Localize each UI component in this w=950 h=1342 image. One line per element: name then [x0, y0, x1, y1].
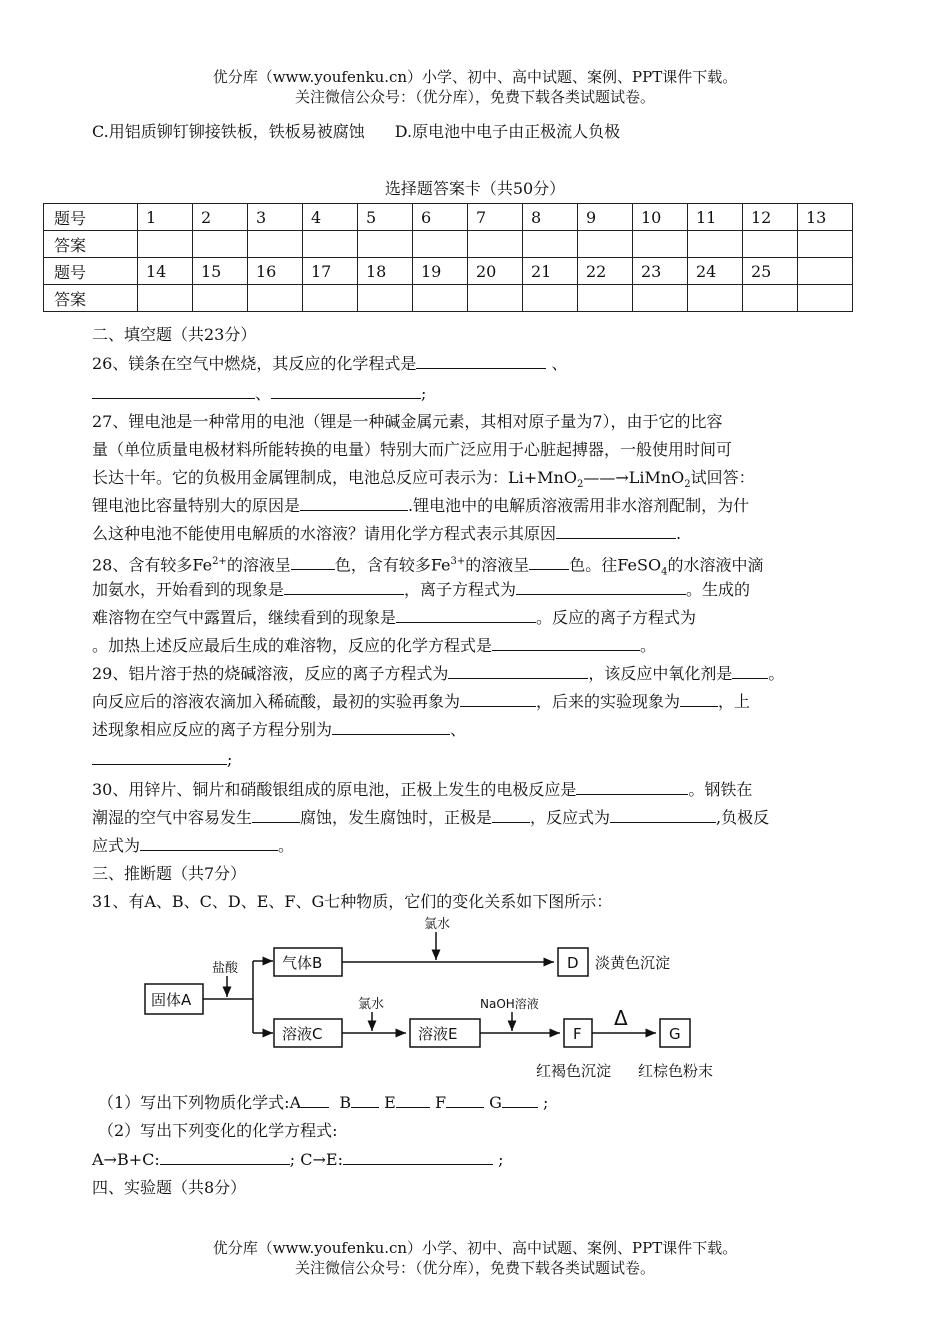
label-chlorine-water-top: 氯水: [424, 917, 451, 932]
q27-line4: 锂电池比容量特别大的原因是 .锂电池中的电解质溶液需用非水溶剂配制，为什: [92, 496, 750, 515]
cell-number: 16: [248, 258, 303, 285]
answer-cell[interactable]: [138, 231, 193, 258]
q27-line3: 长达十年。它的负极用金属锂制成，电池总反应可表示为：Li+MnO$_2$——→LiMnO$_2$试回答：: [92, 468, 755, 491]
label-d-description: 淡黄色沉淀: [595, 954, 671, 972]
header-line-2: 关注微信公众号：（优分库），免费下载各类试题试卷。: [294, 88, 655, 106]
answer-cell[interactable]: [743, 285, 798, 312]
blank[interactable]: [448, 662, 588, 679]
q31-part2: （2）写出下列变化的化学方程式:: [98, 1121, 338, 1140]
blank[interactable]: [460, 690, 536, 707]
blank[interactable]: [610, 806, 716, 823]
q29-line4: ;: [92, 746, 872, 774]
label-answer: 答案: [44, 231, 138, 258]
cell-number: 8: [523, 204, 578, 231]
answer-cell[interactable]: [248, 231, 303, 258]
cell-number: 2: [193, 204, 248, 231]
q29-line1: 29、铝片溶于热的烧碱溶液，反应的离子方程式为 ，该反应中氧化剂是 。: [92, 664, 785, 683]
blank[interactable]: [502, 1091, 538, 1108]
cell-number: 5: [358, 204, 413, 231]
footer-line-2: 关注微信公众号：（优分库），免费下载各类试题试卷。: [294, 1259, 655, 1277]
label-g-description: 红棕色粉末: [638, 1062, 714, 1080]
cell-number: 25: [743, 258, 798, 285]
blank[interactable]: [446, 1091, 484, 1108]
cell-number: 4: [303, 204, 358, 231]
cell-number: 17: [303, 258, 358, 285]
blank[interactable]: [252, 806, 300, 823]
blank[interactable]: [492, 634, 640, 651]
section-2-title: 二、填空题（共23分）: [92, 325, 257, 344]
blank[interactable]: [516, 578, 686, 595]
q31-part3: A→B+C: ; C→E: ;: [92, 1150, 504, 1169]
blank[interactable]: [416, 352, 546, 369]
answer-cell[interactable]: [413, 285, 468, 312]
q28-line2: 加氨水，开始看到的现象是 ，离子方程式为 。生成的: [92, 580, 751, 599]
blank[interactable]: [301, 1091, 329, 1108]
q26-line1: 26、镁条在空气中燃烧，其反应的化学程式是 、: [92, 354, 568, 373]
blank[interactable]: [300, 494, 408, 511]
answer-cell[interactable]: [303, 285, 358, 312]
cell-number: 13: [798, 204, 853, 231]
answer-cell[interactable]: [138, 285, 193, 312]
blank[interactable]: [271, 382, 421, 399]
label-f-description: 红褐色沉淀: [536, 1062, 612, 1080]
answer-cell[interactable]: [358, 285, 413, 312]
q30-line2: 潮湿的空气中容易发生 腐蚀，发生腐蚀时，正极是 ，反应式为 ,负极反: [92, 808, 770, 827]
cell-number: 10: [633, 204, 688, 231]
label-question-number: 题号: [44, 258, 138, 285]
blank[interactable]: [576, 778, 688, 795]
cell-number: 15: [193, 258, 248, 285]
table-row-answers-2: [44, 285, 853, 312]
answer-cell[interactable]: [578, 231, 633, 258]
blank[interactable]: [680, 690, 718, 707]
cell-number: 22: [578, 258, 633, 285]
q28-line3: 难溶物在空气中露置后，继续看到的现象是 。反应的离子方程式为: [92, 608, 697, 627]
cell-number: 9: [578, 204, 633, 231]
blank[interactable]: [529, 553, 569, 570]
blank[interactable]: [351, 1091, 379, 1108]
cell-number: 24: [688, 258, 743, 285]
answer-cell[interactable]: [193, 231, 248, 258]
label-d: D: [567, 954, 579, 972]
cell-number: 3: [248, 204, 303, 231]
label-answer: 答案: [44, 285, 138, 312]
cell-number: 20: [468, 258, 523, 285]
answer-cell[interactable]: [413, 231, 468, 258]
blank[interactable]: [732, 662, 768, 679]
cell-number: 6: [413, 204, 468, 231]
label-question-number: 题号: [44, 204, 138, 231]
answer-cell[interactable]: [468, 285, 523, 312]
q27-line2: 量（单位质量电极材料所能转换的电量）特别大而广泛应用于心脏起搏器，一般使用时间可: [92, 440, 733, 459]
section-4-title: 四、实验题（共8分）: [92, 1178, 247, 1197]
cell-number: 19: [413, 258, 468, 285]
blank[interactable]: [396, 606, 536, 623]
label-naoh: NaOH溶液: [480, 997, 539, 1011]
blank[interactable]: [492, 806, 530, 823]
answer-cell[interactable]: [633, 285, 688, 312]
q26-line2: 、 ;: [92, 380, 872, 408]
q29-line2: 向反应后的溶液农滴加入稀硫酸，最初的实验再象为 ，后来的实验现象为 ，上: [92, 692, 751, 711]
blank[interactable]: [556, 522, 676, 539]
footer-line-1: 优分库（www.youfenku.cn）小学、初中、高中试题、案例、PPT课件下载。: [212, 1239, 738, 1257]
header-line-1: 优分库（www.youfenku.cn）小学、初中、高中试题、案例、PPT课件下载。: [212, 68, 738, 86]
answer-cell[interactable]: [303, 231, 358, 258]
blank[interactable]: [160, 1148, 290, 1165]
q27-line1: 27、锂电池是一种常用的电池（锂是一种碱金属元素，其相对原子量为7），由于它的比容: [92, 412, 723, 431]
answer-cell[interactable]: [743, 231, 798, 258]
label-gas-b: 气体B: [282, 954, 323, 972]
reaction-flow-diagram: [140, 912, 740, 1092]
cell-number: 23: [633, 258, 688, 285]
q31-part1: （1）写出下列物质化学式:A B E F G ;: [98, 1093, 549, 1112]
label-f: F: [573, 1025, 582, 1043]
blank[interactable]: [332, 718, 450, 735]
answer-cell[interactable]: [523, 285, 578, 312]
option-d: D.原电池中电子由正极流人负极: [394, 122, 621, 141]
q31-stem: 31、有A、B、C、D、E、F、G七种物质，它们的变化关系如下图所示：: [92, 892, 613, 911]
cell-number: 14: [138, 258, 193, 285]
cell-number: 21: [523, 258, 578, 285]
label-solution-c: 溶液C: [282, 1025, 323, 1043]
answer-cell[interactable]: [193, 285, 248, 312]
blank[interactable]: [284, 578, 404, 595]
answer-cell[interactable]: [798, 285, 853, 312]
cell-number: 7: [468, 204, 523, 231]
section-3-title: 三、推断题（共7分）: [92, 864, 247, 883]
blank[interactable]: [343, 1148, 493, 1165]
answer-cell[interactable]: [688, 285, 743, 312]
answer-cell[interactable]: [523, 231, 578, 258]
cell-number: 1: [138, 204, 193, 231]
q28-line4: 。加热上述反应最后生成的难溶物，反应的化学方程式是 。: [92, 636, 657, 655]
answer-cell[interactable]: [578, 285, 633, 312]
answer-card-title: 选择题答案卡（共50分）: [384, 179, 566, 198]
blank[interactable]: [396, 1091, 430, 1108]
blank[interactable]: [92, 382, 255, 399]
q30-line1: 30、用锌片、铜片和硝酸银组成的原电池，正极上发生的电极反应是 。钢铁在: [92, 780, 753, 799]
blank[interactable]: [291, 553, 335, 570]
label-hcl: 盐酸: [212, 961, 239, 976]
answer-cell[interactable]: [248, 285, 303, 312]
q28-line1: 28、含有较多$Fe^{2+}$的溶液呈 色，含有较多$Fe^{3+}$的溶液呈 色。往FeSO$_4$的水溶液中滴: [92, 555, 764, 578]
table-row-numbers-1: [44, 204, 853, 231]
label-solution-e: 溶液E: [418, 1025, 458, 1043]
cell-number: 12: [743, 204, 798, 231]
q27-line5: 么这种电池不能使用电解质的水溶液？请用化学方程式表示其原因 .: [92, 524, 682, 543]
q29-line3: 述现象相应反应的离子方程分别为 、: [92, 720, 467, 739]
q30-line3: 应式为 。: [92, 836, 295, 855]
table-row-answers-1: [44, 231, 853, 258]
answer-cell[interactable]: [688, 231, 743, 258]
cell-number: [798, 258, 853, 285]
label-solid-a: 固体A: [151, 991, 192, 1009]
label-g: G: [669, 1025, 681, 1043]
blank[interactable]: [92, 748, 227, 765]
answer-cell[interactable]: [468, 231, 523, 258]
option-c: C.用铝质铆钉铆接铁板，铁板易被腐蚀: [92, 122, 365, 141]
answer-cell[interactable]: [633, 231, 688, 258]
answer-card-table: [43, 203, 853, 312]
blank[interactable]: [140, 834, 278, 851]
table-row-numbers-2: [44, 258, 853, 285]
options-cd: [92, 118, 872, 146]
answer-cell[interactable]: [358, 231, 413, 258]
cell-number: 11: [688, 204, 743, 231]
cell-number: 18: [358, 258, 413, 285]
label-chlorine-water-mid: 氯水: [358, 997, 385, 1012]
label-delta: Δ: [614, 1006, 628, 1030]
answer-cell[interactable]: [798, 231, 853, 258]
